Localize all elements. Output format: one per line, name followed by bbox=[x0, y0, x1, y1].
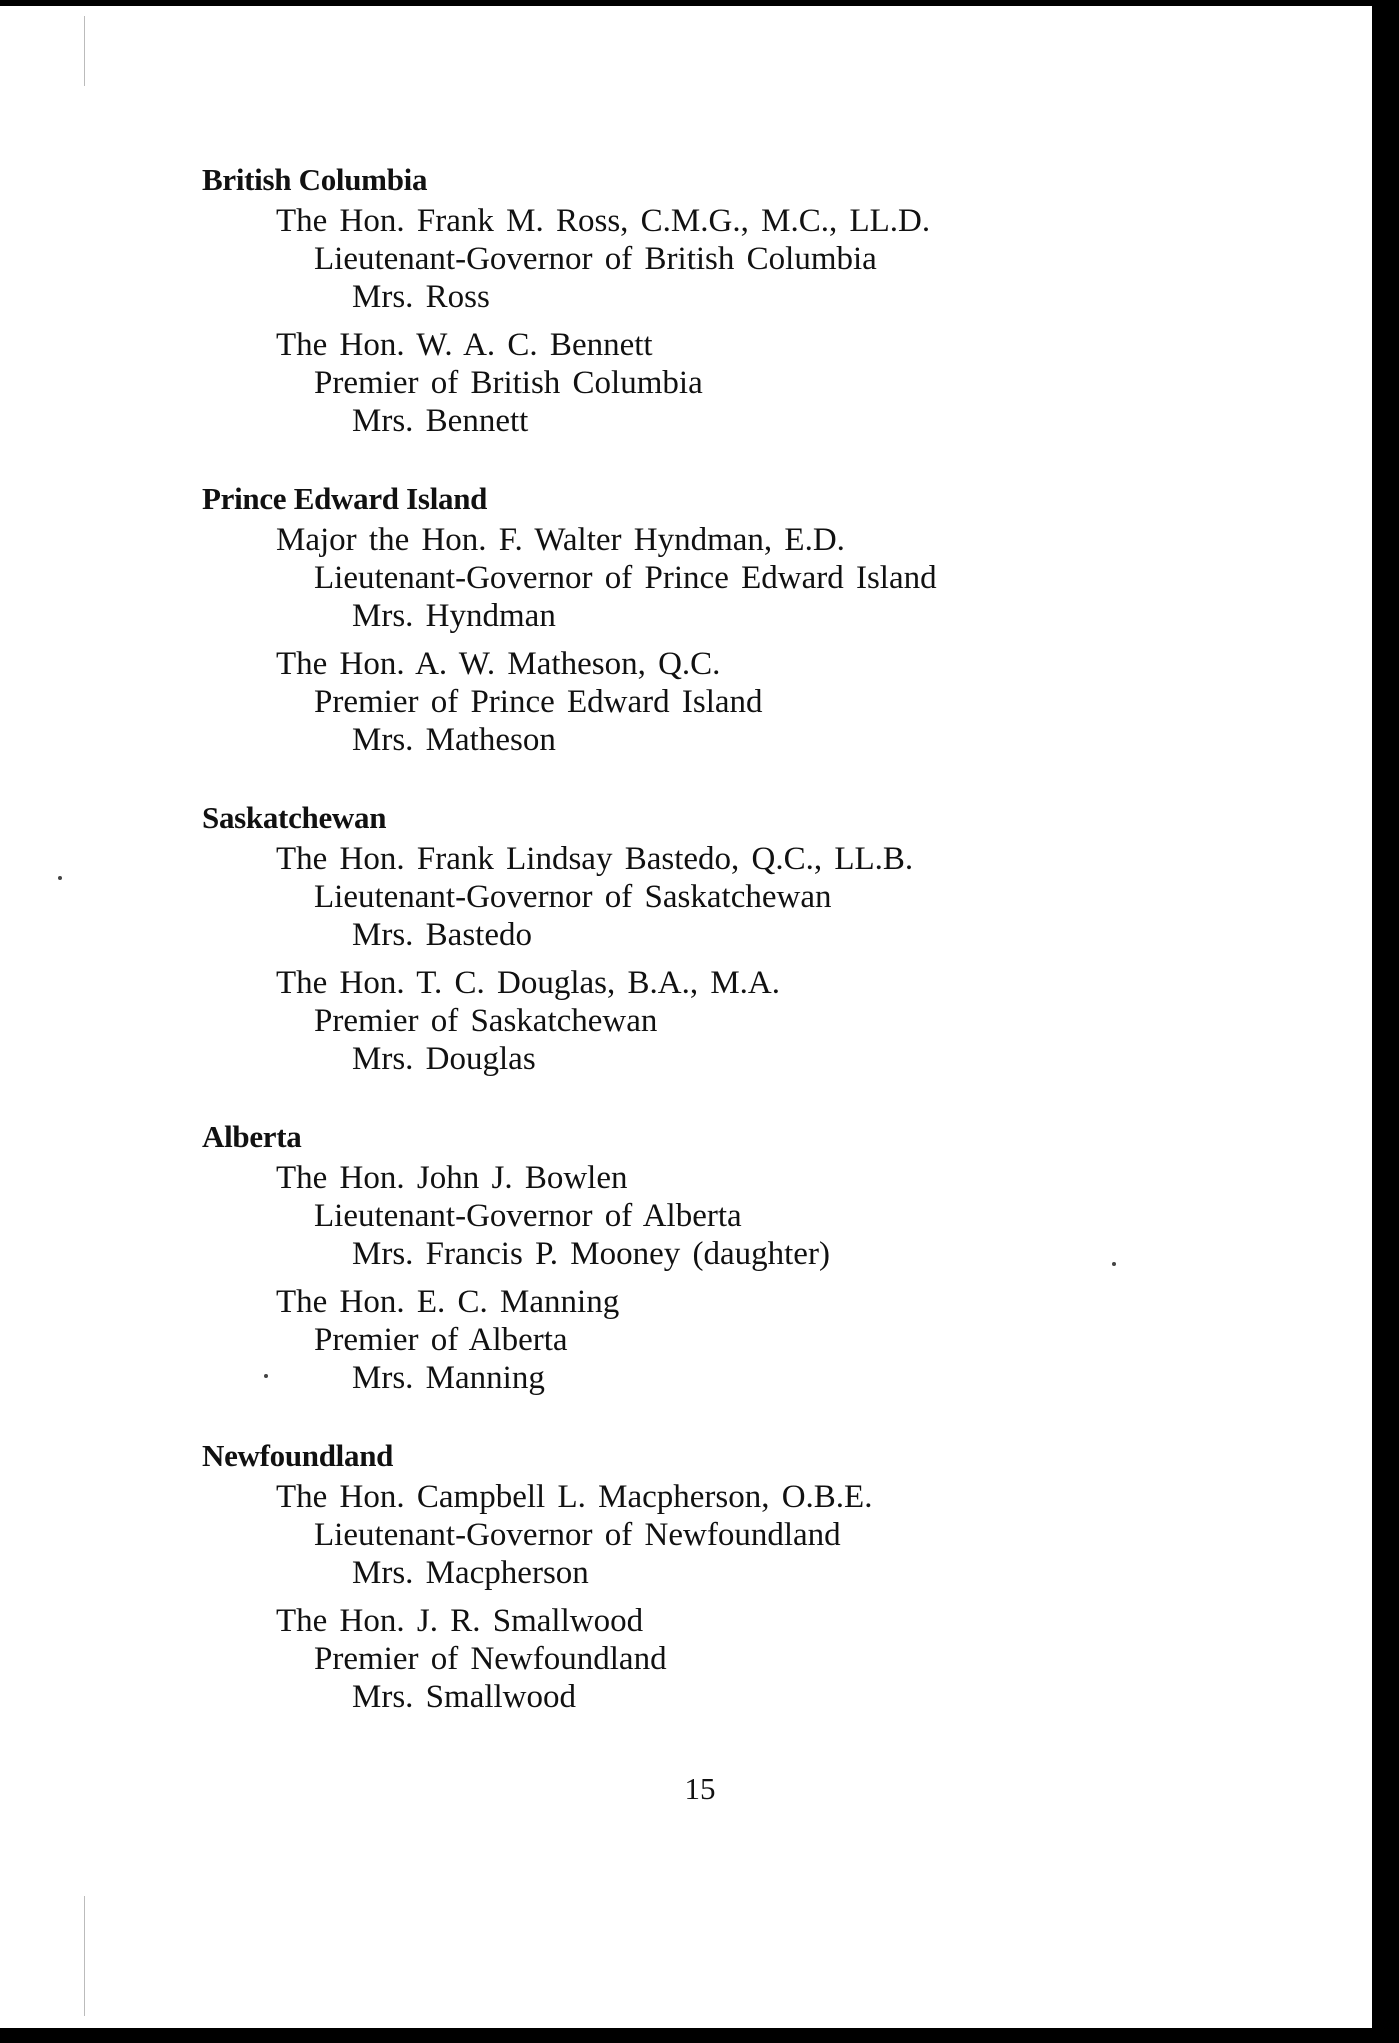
entry-spouse: Mrs. Francis P. Mooney (daughter) bbox=[352, 1236, 830, 1272]
entry-spouse: Mrs. Douglas bbox=[352, 1041, 536, 1077]
entry bbox=[202, 964, 1202, 1078]
entry-name: The Hon. W. A. C. Bennett bbox=[276, 327, 653, 363]
section-title: Newfoundland bbox=[202, 1438, 394, 1473]
entry-name: The Hon. E. C. Manning bbox=[276, 1284, 620, 1320]
entry-office: Lieutenant-Governor of Saskatchewan bbox=[314, 879, 832, 915]
entry bbox=[202, 840, 1202, 954]
entry-name: The Hon. John J. Bowlen bbox=[276, 1160, 628, 1196]
entry-office: Premier of Alberta bbox=[314, 1322, 568, 1358]
page-number-label: 15 bbox=[684, 1771, 716, 1806]
entry-name: The Hon. Frank Lindsay Bastedo, Q.C., LL.B. bbox=[276, 841, 914, 877]
entry-spouse: Mrs. Macpherson bbox=[352, 1555, 589, 1591]
section-title: Prince Edward Island bbox=[202, 481, 488, 516]
section-newfoundland bbox=[202, 1437, 1202, 1716]
section-british-columbia bbox=[202, 161, 1202, 440]
entry-spouse: Mrs. Smallwood bbox=[352, 1679, 577, 1715]
section-title: British Columbia bbox=[202, 162, 428, 197]
section-title: Saskatchewan bbox=[202, 800, 387, 835]
entry-office: Premier of Prince Edward Island bbox=[314, 684, 763, 720]
document-page bbox=[0, 6, 1372, 2028]
entry-spouse: Mrs. Matheson bbox=[352, 722, 556, 758]
entry-name: The Hon. Campbell L. Macpherson, O.B.E. bbox=[276, 1479, 873, 1515]
entry-spouse: Mrs. Bastedo bbox=[352, 917, 532, 953]
guest-list bbox=[202, 161, 1202, 1756]
entry-office: Lieutenant-Governor of Alberta bbox=[314, 1198, 742, 1234]
entry-spouse: Mrs. Bennett bbox=[352, 403, 529, 439]
entry bbox=[202, 521, 1202, 635]
entry bbox=[202, 1602, 1202, 1716]
entry-name: Major the Hon. F. Walter Hyndman, E.D. bbox=[276, 522, 845, 558]
entry-office: Lieutenant-Governor of British Columbia bbox=[314, 241, 877, 277]
entry-office: Premier of British Columbia bbox=[314, 365, 703, 401]
section-saskatchewan bbox=[202, 799, 1202, 1078]
entry-spouse: Mrs. Hyndman bbox=[352, 598, 556, 634]
entry-name: The Hon. T. C. Douglas, B.A., M.A. bbox=[276, 965, 781, 1001]
entry bbox=[202, 1159, 1202, 1273]
section-prince-edward-island bbox=[202, 480, 1202, 759]
entry-spouse: Mrs. Ross bbox=[352, 279, 490, 315]
entry-office: Premier of Saskatchewan bbox=[314, 1003, 658, 1039]
entry-name: The Hon. A. W. Matheson, Q.C. bbox=[276, 646, 721, 682]
scan-speck bbox=[58, 876, 62, 880]
entry bbox=[202, 1283, 1202, 1397]
page-number bbox=[0, 1770, 1372, 1808]
entry bbox=[202, 1478, 1202, 1592]
entry-name: The Hon. Frank M. Ross, C.M.G., M.C., LL.D. bbox=[276, 203, 931, 239]
section-title: Alberta bbox=[202, 1119, 302, 1154]
entry-spouse: Mrs. Manning bbox=[352, 1360, 545, 1396]
entry bbox=[202, 645, 1202, 759]
entry bbox=[202, 326, 1202, 440]
entry bbox=[202, 202, 1202, 316]
scan-edge-mark bbox=[84, 16, 85, 86]
scan-edge-mark bbox=[84, 1896, 85, 2016]
entry-office: Lieutenant-Governor of Newfoundland bbox=[314, 1517, 841, 1553]
entry-name: The Hon. J. R. Smallwood bbox=[276, 1603, 644, 1639]
section-alberta bbox=[202, 1118, 1202, 1397]
entry-office: Premier of Newfoundland bbox=[314, 1641, 667, 1677]
entry-office: Lieutenant-Governor of Prince Edward Island bbox=[314, 560, 937, 596]
